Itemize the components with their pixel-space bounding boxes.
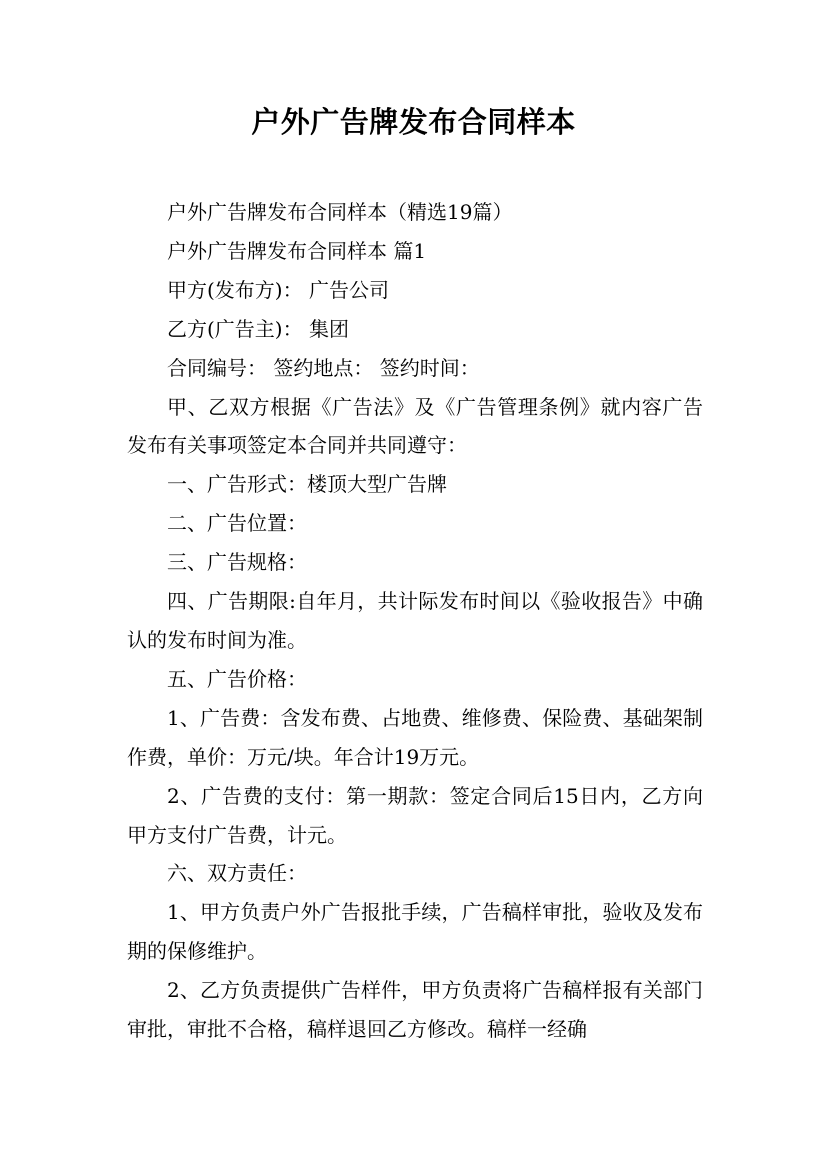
paragraph-section-heading: 户外广告牌发布合同样本 篇1 [167, 238, 427, 263]
paragraph-clause-period: 四、广告期限:自年月，共计际发布时间以《验收报告》中确认的发布时间为准。 [127, 589, 703, 652]
paragraph-preamble: 甲、乙双方根据《广告法》及《广告管理条例》就内容广告发布有关事项签定本合同并共同遵守： [127, 394, 703, 458]
paragraph-party-a: 甲方(发布方)： 广告公司 [167, 277, 389, 302]
document-title: 户外广告牌发布合同样本 [251, 105, 576, 139]
document-body [127, 193, 703, 1049]
paragraph-clause-price: 五、广告价格： [167, 666, 307, 691]
paragraph-contract-info: 合同编号： 签约地点： 签约时间： [167, 355, 480, 380]
paragraph-duty-party-a: 1、甲方负责户外广告报批手续，广告稿样审批，验收及发布期的保修维护。 [127, 900, 703, 964]
paragraph-clause-duties: 六、双方责任： [167, 861, 307, 886]
paragraph-price-payment: 2、广告费的支付：第一期款：签定合同后15日内，乙方向甲方支付广告费，计元。 [127, 783, 703, 847]
paragraph-duty-party-b: 2、乙方负责提供广告样件，甲方负责将广告稿样报有关部门审批，审批不合格，稿样退回乙方修改。稿样一经确 [127, 978, 703, 1042]
paragraph-clause-spec: 三、广告规格： [167, 550, 307, 575]
paragraph-clause-location: 二、广告位置： [167, 511, 307, 536]
paragraph-intro: 户外广告牌发布合同样本（精选19篇） [167, 200, 513, 224]
paragraph-party-b: 乙方(广告主)： 集团 [167, 316, 349, 341]
paragraph-price-fee: 1、广告费：含发布费、占地费、维修费、保险费、基础架制作费，单价：万元/块。年合计19万元。 [127, 705, 703, 769]
paragraph-clause-form: 一、广告形式：楼顶大型广告牌 [167, 472, 447, 497]
